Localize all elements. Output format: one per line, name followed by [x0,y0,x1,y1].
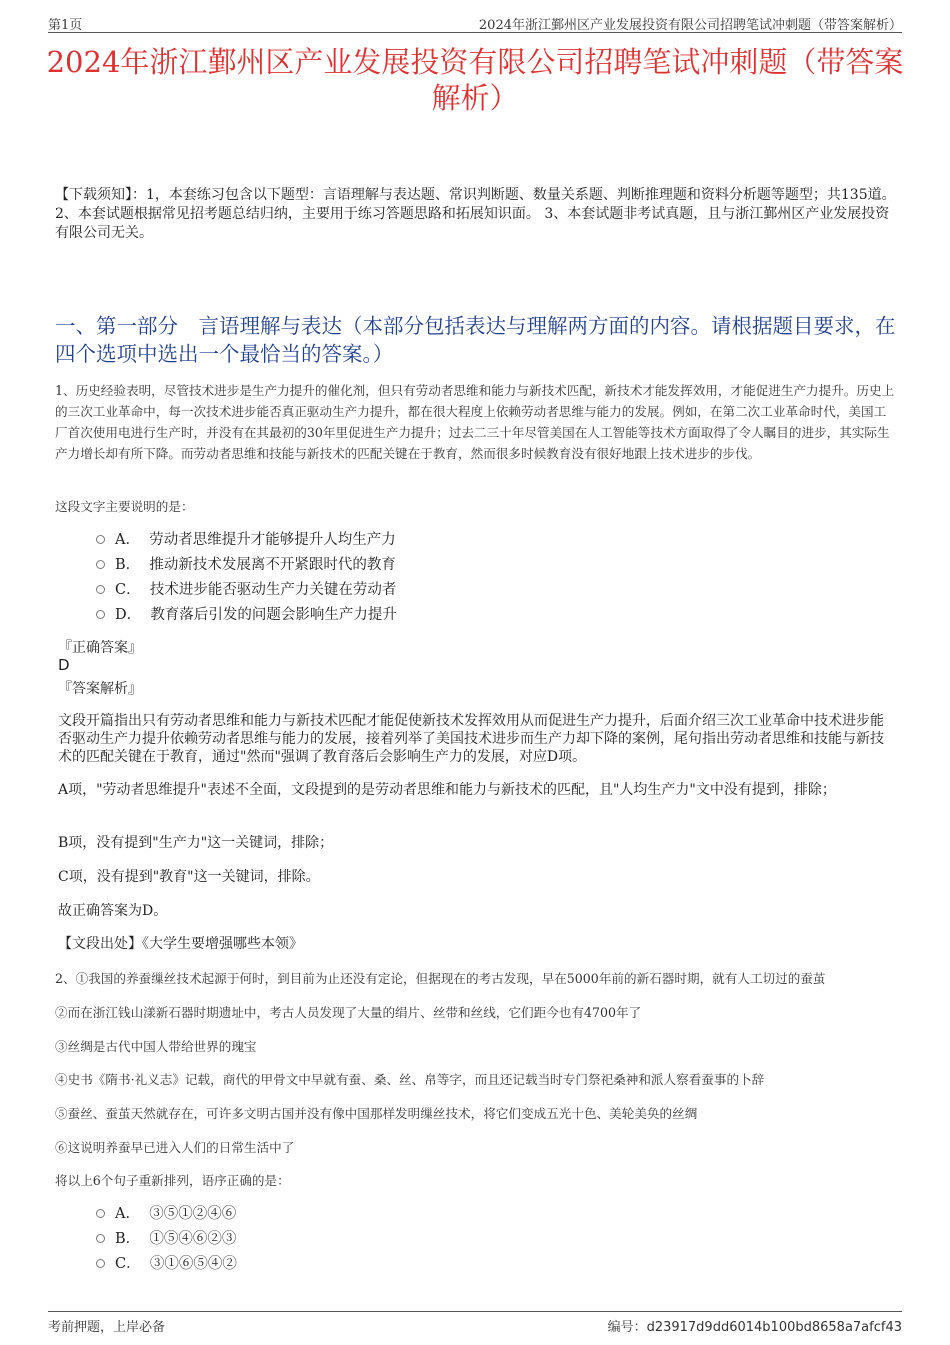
q2-option-c[interactable]: C． ③①⑥⑤④② [96,1252,237,1277]
q2-line-1: 2、①我国的养蚕缫丝技术起源于何时，到目前为止还没有定论，但据现在的考古发现，早在5000年前的新石器时期，就有人工切过的蚕茧 [55,971,826,986]
radio-icon[interactable] [96,1234,105,1243]
q1-options [96,528,397,628]
radio-icon[interactable] [96,610,105,619]
q1-option-d[interactable]: D． 教育落后引发的问题会影响生产力提升 [96,603,397,628]
q2-option-b[interactable]: B． ①⑤④⑥②③ [96,1227,237,1252]
page-number: 第1页 [48,18,83,33]
q2-question: 将以上6个句子重新排列，语序正确的是： [55,1173,290,1188]
radio-icon[interactable] [96,560,105,569]
q1-analysis-a: A项，"劳动者思维提升"表述不全面，文段提到的是劳动者思维和能力与新技术的匹配，且"人均生产力"文中没有提到，排除； [58,782,836,798]
q2-line-5: ⑤蚕丝、蚕茧天然就存在，可许多文明古国并没有像中国那样发明缫丝技术，将它们变成五光十色、美轮美奂的丝绸 [55,1106,698,1121]
q1-answer: D [58,656,70,674]
document-title: 2024年浙江鄞州区产业发展投资有限公司招聘笔试冲刺题（带答案解析） [46,45,904,115]
q1-option-b[interactable]: B． 推动新技术发展离不开紧跟时代的教育 [96,553,397,578]
radio-icon[interactable] [96,535,105,544]
q2-line-3: ③丝绸是古代中国人带给世界的瑰宝 [55,1039,257,1054]
q1-question: 这段文字主要说明的是： [55,499,194,514]
q1-analysis-paragraph: 文段开篇指出只有劳动者思维和能力与新技术匹配才能促使新技术发挥效用从而促进生产力提升，后面介绍三次工业革命中技术进步能否驱动生产力提升依赖劳动者思维与能力的发展，接着列举了美国技术进步而生产力却下降的案例，尾句指出劳动者思维和技能与新技术的匹配关键在于教育，通过"然而"强调了教育落后会影响生产力的发展，对应D项。 [58,713,884,765]
q1-analysis-label: 『答案解析』 [58,681,142,697]
download-notice: 【下载须知】：1，本套练习包含以下题型：言语理解与表达题、常识判断题、数量关系题、判断推理题和资料分析题等题型；共135道。 2、本套试题根据常见招考题总结归纳，主要用于练习答题思路和拓展知识面。 3、本套试题非考试真题，且与浙江鄞州区产业发展投资有限公司无关。 [55,187,896,241]
q1-analysis-b: B项，没有提到"生产力"这一关键词，排除； [58,835,334,851]
q2-line-4: ④史书《隋书·礼义志》记载，商代的甲骨文中早就有蚕、桑、丝、帛等字，而且还记载当时专门祭祀桑神和派人察看蚕事的卜辞 [55,1072,765,1087]
radio-icon[interactable] [96,1209,105,1218]
footer-code: 编号：d23917d9dd6014b100bd8658a7afcf43 [607,1320,902,1335]
radio-icon[interactable] [96,1259,105,1268]
q1-analysis-c: C项，没有提到"教育"这一关键词，排除。 [58,869,320,885]
q1-answer-label: 『正确答案』 [58,640,142,656]
page-footer [48,1311,902,1335]
q1-analysis-conclusion: 故正确答案为D。 [58,903,168,919]
q2-line-2: ②而在浙江钱山漾新石器时期遗址中，考古人员发现了大量的绢片、丝带和丝线，它们距今也有4700年了 [55,1005,642,1020]
radio-icon[interactable] [96,585,105,594]
q2-line-6: ⑥这说明养蚕早已进入人们的日常生活中了 [55,1140,295,1155]
q1-option-a[interactable]: A． 劳动者思维提升才能够提升人均生产力 [96,528,397,553]
page-header [48,14,902,33]
header-doc-title: 2024年浙江鄞州区产业发展投资有限公司招聘笔试冲刺题（带答案解析） [478,18,902,33]
section-heading: 一、第一部分 言语理解与表达（本部分包括表达与理解两方面的内容。请根据题目要求，在四个选项中选出一个最恰当的答案。） [55,314,896,366]
q1-source: 【文段出处】《大学生要增强哪些本领》 [58,936,303,952]
q1-option-c[interactable]: C． 技术进步能否驱动生产力关键在劳动者 [96,578,397,603]
footer-slogan: 考前押题，上岸必备 [48,1320,166,1335]
q2-options [96,1202,237,1277]
q2-option-a[interactable]: A． ③⑤①②④⑥ [96,1202,237,1227]
q1-stem: 1、历史经验表明，尽管技术进步是生产力提升的催化剂，但只有劳动者思维和能力与新技术匹配，新技术才能发挥效用，才能促进生产力提升。历史上的三次工业革命中，每一次技术进步能否真正驱动生产力提升，都在很大程度上依赖劳动者思维与能力的发展。例如，在第二次工业革命时代，美国工厂首次使用电进行生产时，并没有在其最初的30年里促进生产力提升；过去二三十年尽管美国在人工智能等技术方面取得了令人瞩目的进步，其实际生产力增长却有所下降。而劳动者思维和技能与新技术的匹配关键在于教育，然而很多时候教育没有很好地跟上技术进步的步伐。 [55,383,895,461]
